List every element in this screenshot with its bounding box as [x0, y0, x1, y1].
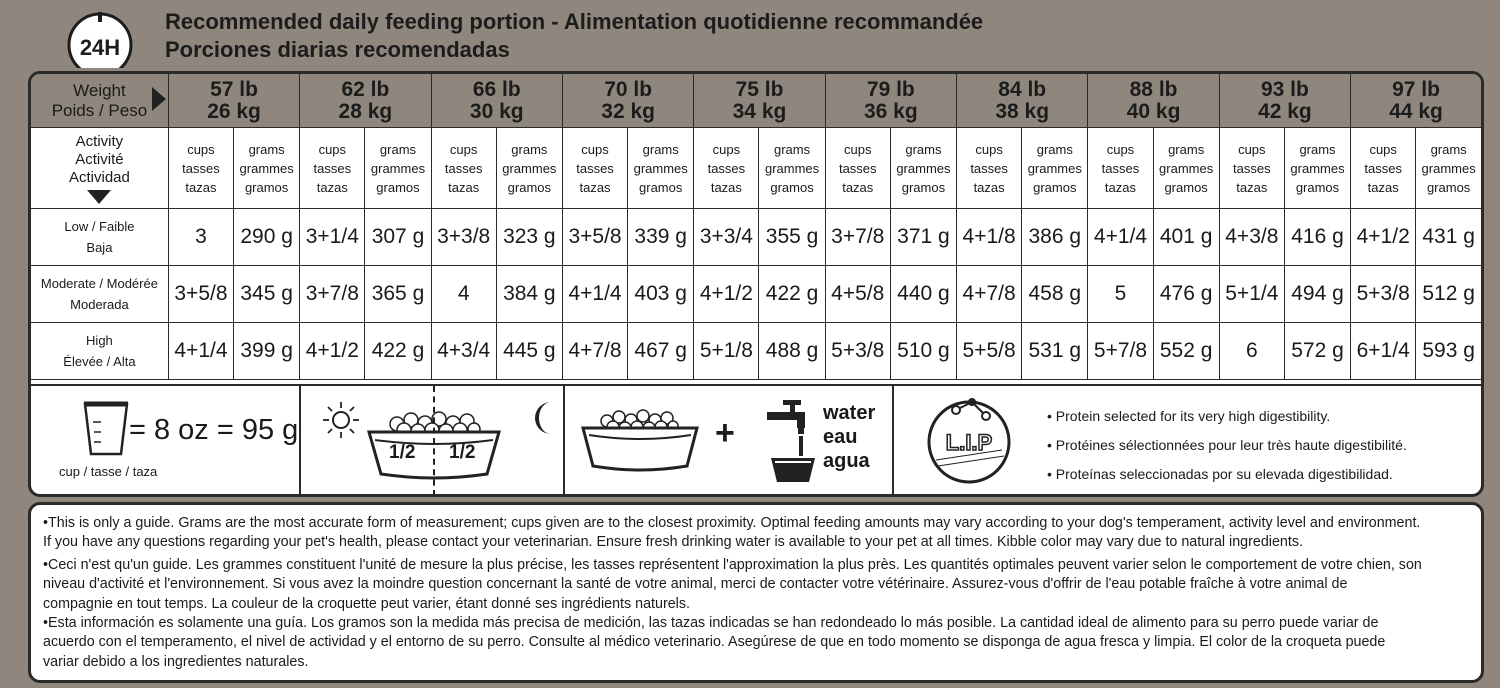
grams-value: 323 g	[496, 209, 562, 266]
unit-grams-text: gramos	[770, 179, 814, 195]
weight-lb: 62 lb	[341, 77, 390, 101]
unit-cups-text: tazas	[1367, 179, 1399, 195]
unit-grams-text: grams	[1299, 141, 1336, 157]
unit-grams-text: grammes	[1027, 160, 1082, 176]
activity-level-text: Moderada	[70, 297, 129, 312]
grams-value: 476 g	[1153, 266, 1219, 323]
weight-header	[300, 74, 431, 128]
weight-kg: 40 kg	[1126, 99, 1181, 123]
unit-grams	[890, 128, 956, 209]
weight-label-en: Weight	[73, 80, 126, 100]
cups-value: 4+7/8	[562, 323, 627, 380]
unit-cups-text: tazas	[185, 179, 217, 195]
weight-lb: 70 lb	[604, 77, 653, 101]
24h-badge	[60, 8, 140, 68]
grams-value: 339 g	[628, 209, 694, 266]
grams-value: 467 g	[628, 323, 694, 380]
unit-cups-text: tazas	[710, 179, 742, 195]
unit-cups-text: tazas	[973, 179, 1005, 195]
activity-level-text: Baja	[86, 240, 113, 255]
note-french: •Ceci n'est qu'un guide. Les grammes constituent l'unité de mesure la plus précise, les tasses représentent l'approximation la plus près. Les quantités optimales peuvent varier selon le comportement de votre chien, son niveau d'activité et l'environnement. Si vous avez la moindre question concernant la santé de votre animal, merci de contacter votre vétérinaire. Assurez-vous d'offrir de l'eau potable fraîche à votre animal de compagnie en tout temps. La couleur de la croquette peut varier, étant donné ses ingrédients naturels.	[43, 557, 1422, 612]
cups-value: 4+1/4	[562, 266, 627, 323]
unit-grams-text: grammes	[764, 160, 820, 176]
cups-value: 6+1/4	[1351, 323, 1416, 380]
unit-grams-text: gramos	[507, 179, 552, 195]
weight-header	[694, 74, 825, 128]
unit-grams	[234, 128, 300, 209]
unit-grams-text: grams	[905, 141, 942, 157]
divider	[433, 386, 435, 496]
weight-kg: 44 kg	[1389, 99, 1443, 123]
grams-value: 431 g	[1416, 209, 1481, 266]
grams-value: 488 g	[759, 323, 825, 380]
unit-grams-text: grams	[642, 141, 679, 157]
unit-cups-text: tazas	[448, 179, 480, 195]
unit-cups-text: cups	[1369, 141, 1397, 157]
unit-cups-text: tasses	[576, 160, 614, 176]
unit-cups-text: tasses	[970, 160, 1008, 176]
unit-cups-text: cups	[449, 141, 478, 157]
cups-value: 3+7/8	[300, 266, 365, 323]
unit-grams-text: gramos	[639, 179, 683, 195]
weight-label-cell	[31, 74, 168, 128]
unit-cups	[1219, 128, 1284, 209]
cup-label: cup / tasse / taza	[59, 464, 158, 479]
cups-value: 6	[1219, 323, 1284, 380]
clock-icon	[60, 8, 140, 68]
page-subtitle: Porciones diarias recomendadas	[165, 37, 510, 62]
activity-label: Actividad	[68, 168, 130, 186]
weight-kg: 32 kg	[601, 99, 655, 123]
unit-cups-text: cups	[318, 141, 347, 157]
weight-kg: 26 kg	[207, 99, 261, 123]
unit-grams-text: grams	[1036, 141, 1073, 157]
lip-logo	[920, 392, 1018, 488]
weight-lb: 88 lb	[1129, 77, 1178, 101]
unit-grams-text: gramos	[901, 179, 946, 195]
unit-cups-text: tazas	[1104, 179, 1136, 195]
unit-grams-text: grams	[774, 141, 811, 157]
plus-sign: +	[715, 414, 735, 452]
cups-value: 4+1/2	[300, 323, 365, 380]
weight-arrow-icon	[152, 87, 166, 111]
weight-lb: 75 lb	[735, 77, 784, 101]
weight-header	[957, 74, 1088, 128]
protein-panel	[892, 386, 1481, 496]
activity-label: Activity	[75, 132, 124, 150]
unit-grams-text: grams	[248, 141, 285, 157]
unit-grams	[759, 128, 825, 209]
unit-grams	[1416, 128, 1481, 209]
icons-strip	[31, 384, 1481, 496]
unit-grams	[1022, 128, 1088, 209]
unit-cups	[1088, 128, 1153, 209]
grams-value: 572 g	[1284, 323, 1350, 380]
activity-level-text: High	[86, 333, 113, 348]
unit-cups-text: tasses	[707, 160, 746, 176]
activity-label: Activité	[75, 150, 124, 168]
weight-header	[168, 74, 299, 128]
cups-value: 4	[431, 266, 496, 323]
grams-value: 458 g	[1022, 266, 1088, 323]
grams-value: 422 g	[759, 266, 825, 323]
activity-level-cell	[31, 209, 168, 266]
unit-grams	[365, 128, 431, 209]
weight-header	[562, 74, 693, 128]
cups-value: 4+1/4	[168, 323, 233, 380]
grams-value: 355 g	[759, 209, 825, 266]
cups-value: 4+7/8	[957, 266, 1022, 323]
weight-kg: 42 kg	[1258, 99, 1312, 123]
weight-label-fr-es: Poids / Peso	[51, 100, 148, 120]
weight-kg: 34 kg	[732, 99, 787, 123]
unit-cups-text: cups	[581, 141, 609, 157]
grams-value: 494 g	[1284, 266, 1350, 323]
cups-value: 4+3/8	[1219, 209, 1284, 266]
activity-label-cell	[31, 128, 168, 209]
unit-cups-text: tazas	[842, 179, 874, 195]
lip-text: L.I.P	[945, 430, 993, 455]
unit-cups-text: tazas	[316, 179, 348, 195]
unit-cups-text: tazas	[579, 179, 611, 195]
unit-grams-text: gramos	[1426, 179, 1471, 195]
unit-grams-text: grammes	[502, 160, 557, 176]
unit-cups-text: cups	[975, 141, 1003, 157]
measuring-cup-icon	[83, 398, 129, 456]
unit-grams-text: gramos	[244, 179, 289, 195]
unit-cups	[562, 128, 627, 209]
unit-cups	[300, 128, 365, 209]
twice-daily-panel	[299, 386, 565, 496]
weight-kg: 28 kg	[338, 99, 393, 123]
weight-lb: 93 lb	[1260, 77, 1309, 101]
cups-value: 4+1/2	[694, 266, 759, 323]
cup-panel	[31, 386, 301, 496]
cup-equation: = 8 oz = 95 g	[129, 414, 299, 446]
feeding-table-box	[28, 71, 1484, 497]
unit-grams	[628, 128, 694, 209]
unit-grams-text: grammes	[370, 160, 426, 176]
unit-cups-text: tasses	[1101, 160, 1140, 176]
unit-cups-text: tasses	[182, 160, 220, 176]
grams-value: 384 g	[496, 266, 562, 323]
weight-header	[1088, 74, 1219, 128]
activity-level-text: Élevée / Alta	[63, 354, 136, 369]
unit-cups	[957, 128, 1022, 209]
notes-box	[28, 502, 1484, 683]
grams-value: 403 g	[628, 266, 694, 323]
unit-cups-text: tasses	[1233, 160, 1271, 176]
weight-header	[1219, 74, 1350, 128]
grams-value: 401 g	[1153, 209, 1219, 266]
cups-value: 3+3/4	[694, 209, 759, 266]
badge-text: 24H	[79, 35, 121, 60]
grams-value: 552 g	[1153, 323, 1219, 380]
unit-cups-text: cups	[844, 141, 872, 157]
weight-header	[1351, 74, 1481, 128]
unit-cups-text: cups	[712, 141, 741, 157]
activity-level-text: Low / Faible	[64, 219, 135, 234]
water-label: water eau agua	[823, 402, 876, 472]
cups-value: 5+7/8	[1088, 323, 1153, 380]
unit-cups-text: cups	[187, 141, 215, 157]
cups-value: 4+1/4	[1088, 209, 1153, 266]
cups-value: 4+5/8	[825, 266, 890, 323]
protein-bullets: • Protein selected for its very high digestibility. • Protéines sélectionnées pour leur très haute digestibilité. • Proteínas seleccionadas por su elevada digestibilidad.	[1047, 408, 1407, 482]
grams-value: 386 g	[1022, 209, 1088, 266]
unit-grams	[1284, 128, 1350, 209]
cups-value: 3+5/8	[168, 266, 233, 323]
half-left: 1/2	[389, 442, 416, 463]
grams-value: 371 g	[890, 209, 956, 266]
unit-grams-text: grammes	[1421, 160, 1476, 176]
water-panel	[563, 386, 894, 496]
weight-kg: 30 kg	[469, 99, 524, 123]
weight-header	[825, 74, 956, 128]
unit-cups	[431, 128, 496, 209]
cups-value: 4+1/8	[957, 209, 1022, 266]
grams-value: 440 g	[890, 266, 956, 323]
cups-value: 3+1/4	[300, 209, 365, 266]
unit-cups	[1351, 128, 1416, 209]
weight-lb: 57 lb	[210, 77, 258, 101]
cups-value: 3+5/8	[562, 209, 627, 266]
weight-lb: 66 lb	[472, 77, 521, 101]
grams-value: 365 g	[365, 266, 431, 323]
grams-value: 422 g	[365, 323, 431, 380]
unit-grams-text: grammes	[896, 160, 951, 176]
cups-value: 4+1/2	[1351, 209, 1416, 266]
unit-cups	[694, 128, 759, 209]
cups-value: 5	[1088, 266, 1153, 323]
grams-value: 290 g	[234, 209, 300, 266]
grams-value: 416 g	[1284, 209, 1350, 266]
unit-cups-text: cups	[1106, 141, 1135, 157]
unit-cups-text: tasses	[313, 160, 352, 176]
cups-value: 5+1/8	[694, 323, 759, 380]
cups-value: 5+5/8	[957, 323, 1022, 380]
unit-grams-text: grams	[1168, 141, 1205, 157]
activity-level-cell	[31, 266, 168, 323]
weight-kg: 36 kg	[863, 99, 918, 123]
unit-cups-text: tasses	[444, 160, 483, 176]
unit-grams-text: gramos	[1033, 179, 1077, 195]
unit-grams-text: gramos	[376, 179, 420, 195]
unit-grams-text: grammes	[633, 160, 688, 176]
unit-cups-text: tasses	[1364, 160, 1402, 176]
unit-cups-text: cups	[1238, 141, 1266, 157]
activity-level-cell	[31, 323, 168, 380]
grams-value: 307 g	[365, 209, 431, 266]
unit-grams-text: grammes	[1290, 160, 1345, 176]
unit-grams-text: gramos	[1295, 179, 1340, 195]
unit-grams-text: grammes	[1159, 160, 1214, 176]
unit-cups-text: tasses	[838, 160, 877, 176]
weight-lb: 84 lb	[998, 77, 1047, 101]
moon-icon	[531, 400, 559, 436]
feeding-table	[31, 74, 1481, 380]
note-spanish: •Esta información es solamente una guía. Los gramos son la medida más precisa de medición, las tazas indicadas se han redondeado lo más posible. La cantidad ideal de alimento para su perro puede variar de acuerdo con el temperamento, el nivel de actividad y el entorno de su perro. Consulte al médico veterinario. Asegúrese de que en todo momento se disponga de agua fresca y limpia. El color de la croqueta puede variar debido a los ingredientes naturales.	[43, 615, 1386, 670]
unit-cups-text: tazas	[1236, 179, 1268, 195]
food-bowl-icon-2	[577, 406, 703, 474]
half-right: 1/2	[449, 442, 476, 463]
grams-value: 510 g	[890, 323, 956, 380]
unit-grams-text: grammes	[239, 160, 294, 176]
grams-value: 512 g	[1416, 266, 1481, 323]
unit-grams-text: grams	[511, 141, 548, 157]
weight-lb: 97 lb	[1392, 77, 1440, 101]
weight-lb: 79 lb	[866, 77, 915, 101]
cups-value: 5+3/8	[1351, 266, 1416, 323]
grams-value: 399 g	[234, 323, 300, 380]
unit-grams	[1153, 128, 1219, 209]
cups-value: 3+7/8	[825, 209, 890, 266]
cups-value: 5+1/4	[1219, 266, 1284, 323]
activity-level-text: Moderate / Modérée	[40, 276, 158, 291]
unit-grams-text: grams	[1430, 141, 1467, 157]
grams-value: 445 g	[496, 323, 562, 380]
sun-icon	[321, 400, 361, 440]
cups-value: 4+3/4	[431, 323, 496, 380]
weight-kg: 38 kg	[995, 99, 1050, 123]
grams-value: 345 g	[234, 266, 300, 323]
unit-cups	[825, 128, 890, 209]
note-english: •This is only a guide. Grams are the most accurate form of measurement; cups given are to the closest proximity. Optimal feeding amounts may vary according to your dog's temperament, activity level and environment. If you have any questions regarding your pet's health, please contact your veterinarian. Ensure fresh drinking water is available to your pet at all times. Kibble color may vary due to natural ingredients.	[43, 515, 1421, 551]
cups-value: 3	[168, 209, 233, 266]
down-arrow-icon	[87, 190, 111, 204]
cups-value: 3+3/8	[431, 209, 496, 266]
unit-grams-text: gramos	[1164, 179, 1208, 195]
unit-cups	[168, 128, 233, 209]
cups-value: 5+3/8	[825, 323, 890, 380]
grams-value: 531 g	[1022, 323, 1088, 380]
page-title: Recommended daily feeding portion - Alimentation quotidienne recommandée	[165, 9, 984, 34]
unit-grams	[496, 128, 562, 209]
grams-value: 593 g	[1416, 323, 1481, 380]
unit-grams-text: grams	[379, 141, 417, 157]
weight-header	[431, 74, 562, 128]
water-tap-icon	[763, 398, 819, 488]
